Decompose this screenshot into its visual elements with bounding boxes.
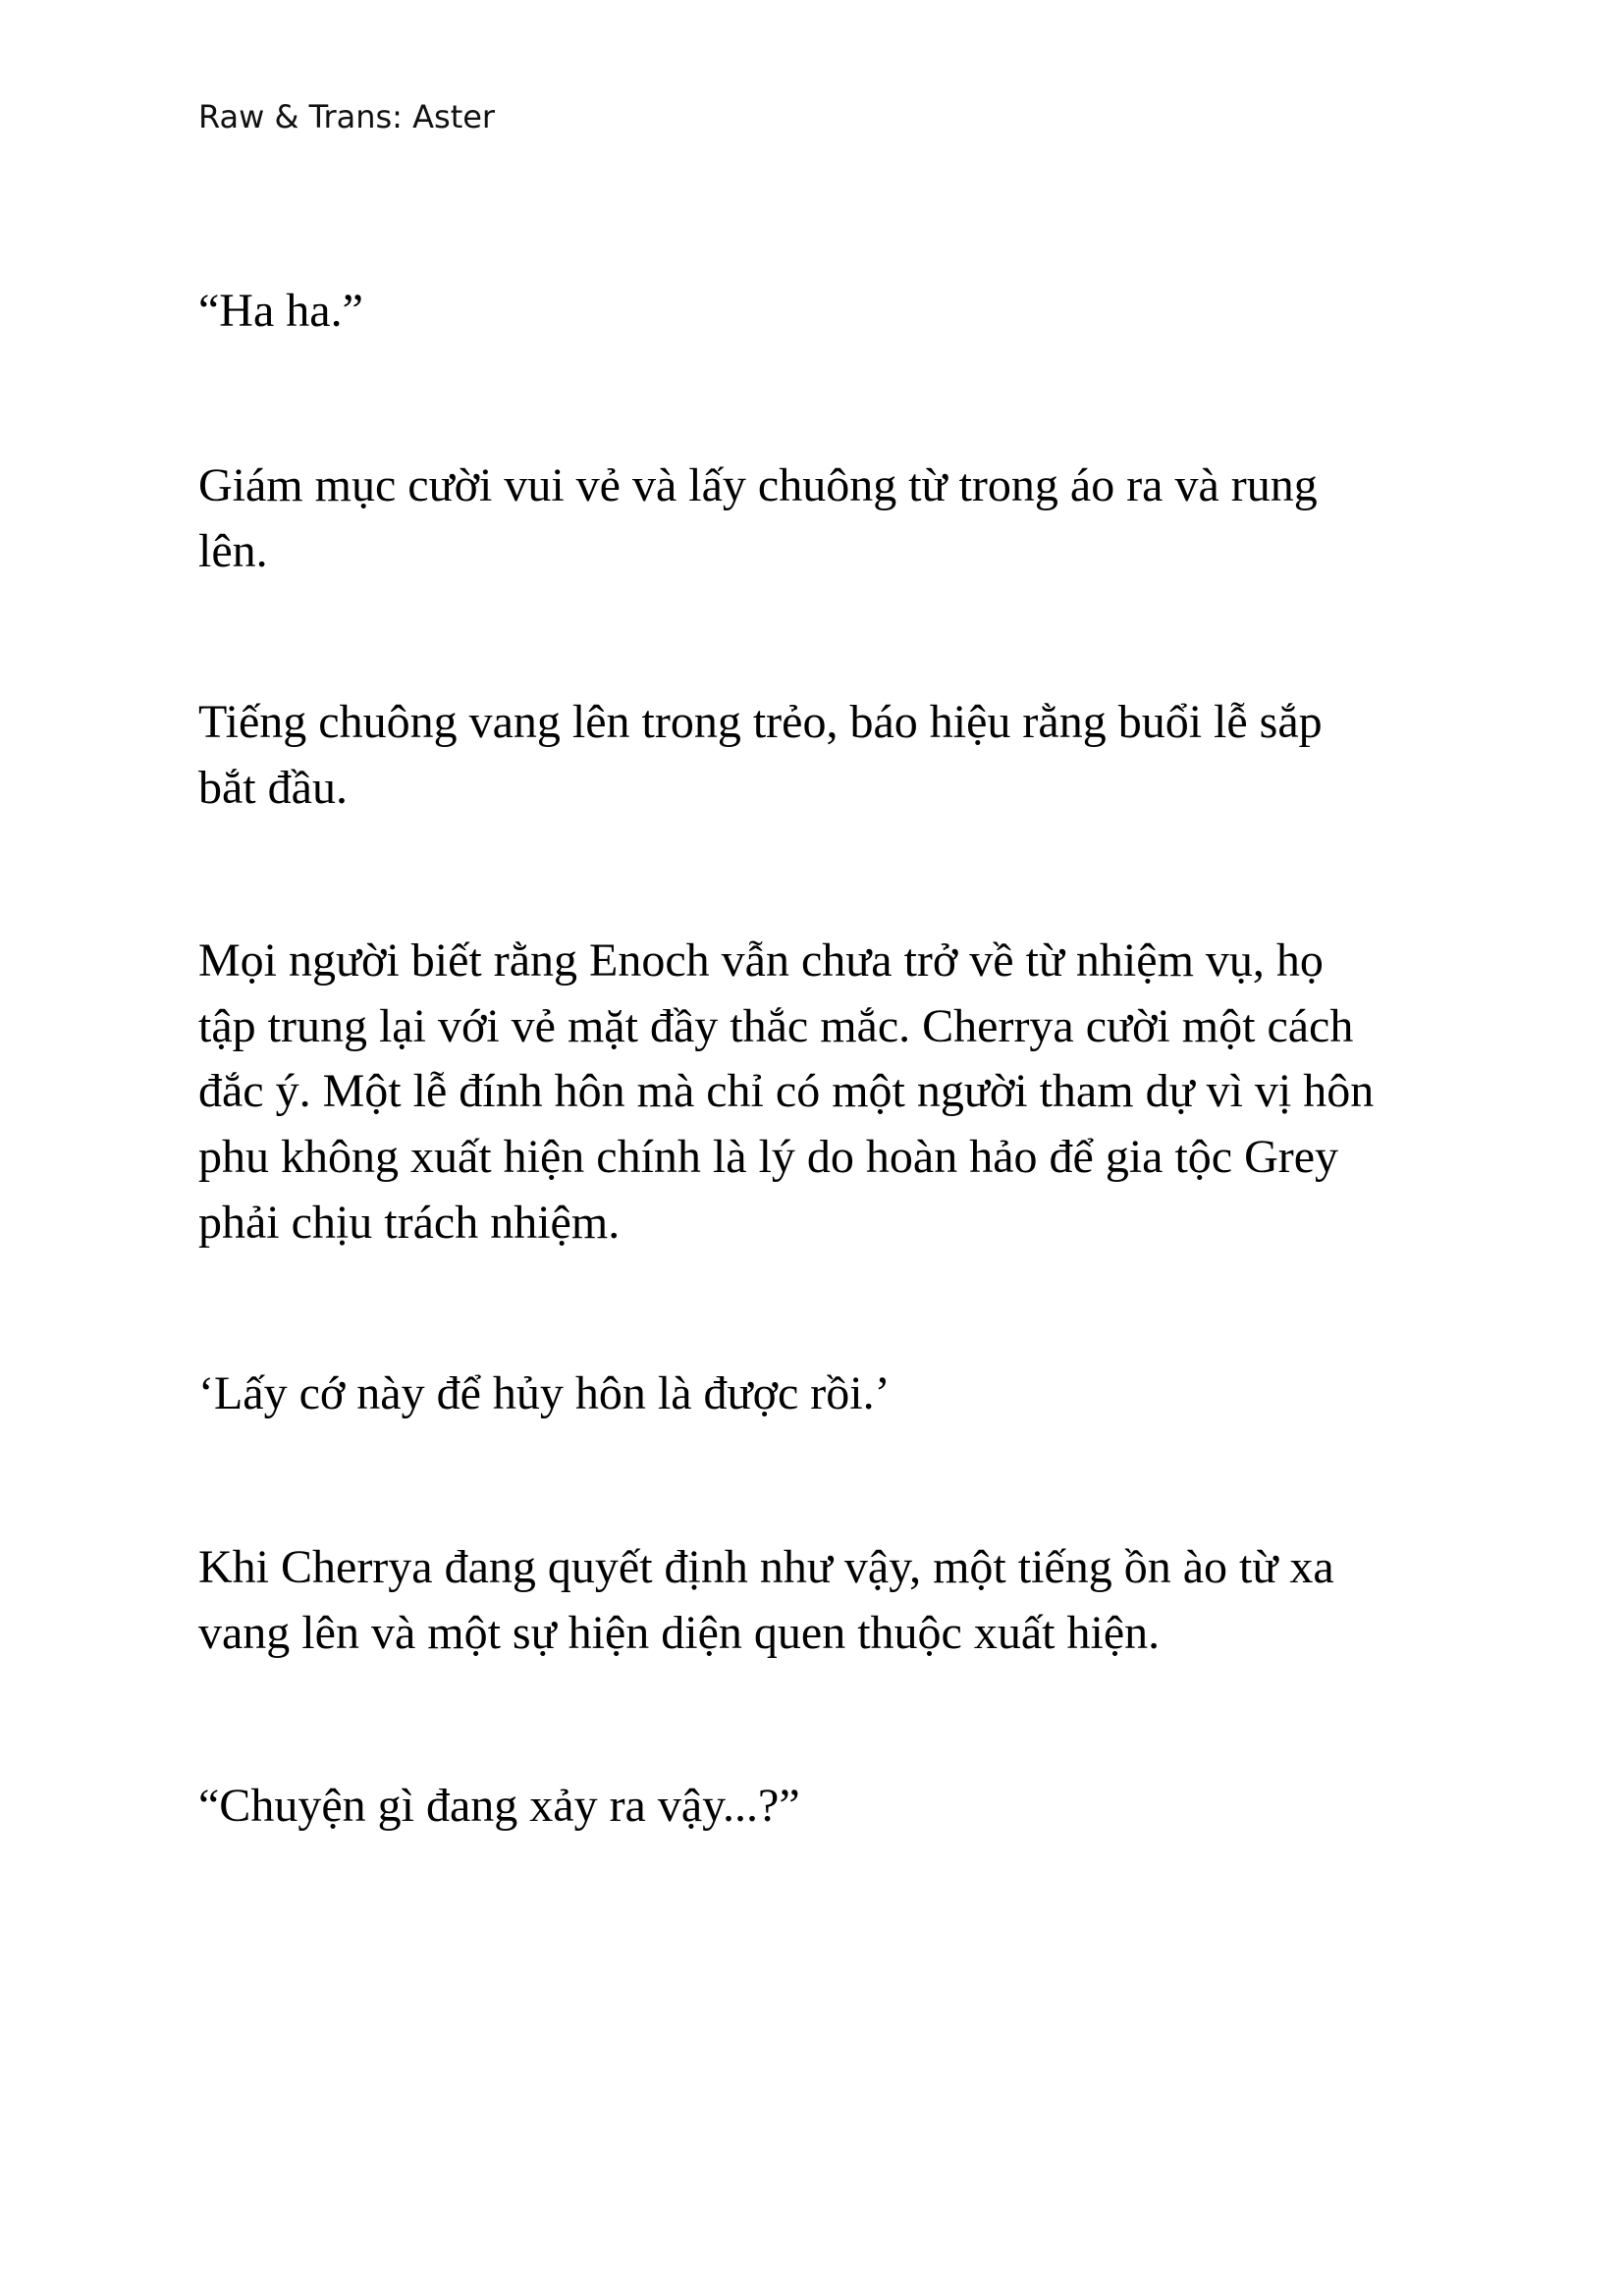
text-line: ‘Lấy cớ này để hủy hôn là được rồi.’ (198, 1367, 891, 1419)
paragraph-dialogue-ha-ha (198, 279, 363, 345)
text-line: “Chuyện gì đang xảy ra vậy...?” (198, 1780, 800, 1832)
paragraph-bell-rings (198, 690, 1323, 821)
paragraph-dialogue-question (198, 1774, 800, 1840)
text-line: bắt đầu. (198, 761, 348, 814)
text-line: Khi Cherrya đang quyết định như vậy, một tiếng ồn ào từ xa (198, 1541, 1334, 1593)
text-line: Mọi người biết rằng Enoch vẫn chưa trở về từ nhiệm vụ, họ (198, 934, 1324, 987)
text-line: Giám mục cười vui vẻ và lấy chuông từ trong áo ra và rung (198, 459, 1318, 511)
text-line: Tiếng chuông vang lên trong trẻo, báo hiệu rằng buổi lễ sắp (198, 696, 1323, 748)
paragraph-enoch-absent (198, 929, 1374, 1256)
translator-credit: Raw & Trans: Aster (198, 98, 496, 135)
text-line: phải chịu trách nhiệm. (198, 1196, 621, 1249)
paragraph-bishop-bell (198, 454, 1318, 584)
text-line: “Ha ha.” (198, 285, 363, 337)
text-line: lên. (198, 524, 268, 577)
text-line: tập trung lại với vẻ mặt đầy thắc mắc. Cherrya cười một cách (198, 999, 1354, 1052)
paragraph-inner-thought (198, 1362, 891, 1427)
text-line: đắc ý. Một lễ đính hôn mà chỉ có một người tham dự vì vị hôn (198, 1065, 1375, 1118)
paragraph-noise-arrives (198, 1535, 1334, 1666)
text-line: phu không xuất hiện chính là lý do hoàn hảo để gia tộc Grey (198, 1131, 1339, 1184)
text-line: vang lên và một sự hiện diện quen thuộc xuất hiện. (198, 1606, 1161, 1659)
